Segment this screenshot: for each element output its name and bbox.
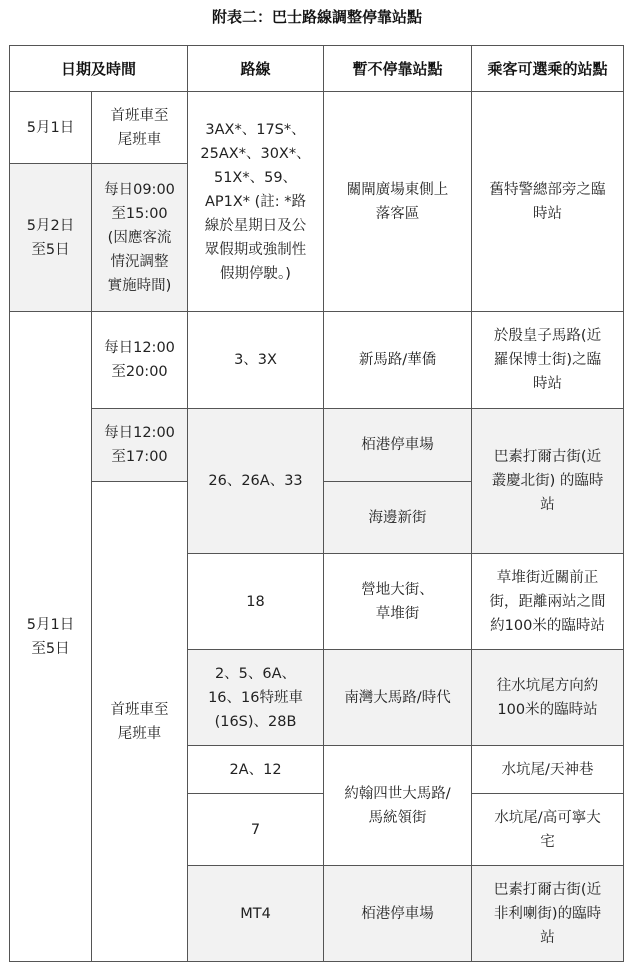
time-cell: 首班車至 尾班車 (92, 92, 188, 164)
time-cell: 首班車至 尾班車 (92, 482, 188, 962)
alternative-stop-cell: 於殷皇子馬路(近 羅保博士街)之臨 時站 (472, 312, 624, 409)
header-suspended-stops: 暫不停靠站點 (324, 46, 472, 92)
alternative-stop-cell: 草堆街近關前正 街，距離兩站之間 約100米的臨時站 (472, 554, 624, 650)
date-cell: 5月2日 至5日 (10, 164, 92, 312)
header-routes: 路線 (188, 46, 324, 92)
alternative-stop-cell: 巴素打爾古街(近 非利喇街)的臨時 站 (472, 866, 624, 962)
table-row (10, 409, 624, 482)
suspended-stop-cell: 栢港停車場 (324, 866, 472, 962)
header-row (10, 46, 624, 92)
routes-cell: 2、5、6A、 16、16特班車 (16S)、28B (188, 650, 324, 746)
header-date-time: 日期及時間 (10, 46, 188, 92)
suspended-stop-cell: 營地大街、 草堆街 (324, 554, 472, 650)
alternative-stop-cell: 巴素打爾古街(近 叢慶北街) 的臨時 站 (472, 409, 624, 554)
route-adjustment-table (9, 45, 624, 962)
suspended-stop-cell: 約翰四世大馬路/ 馬統領街 (324, 746, 472, 866)
date-cell: 5月1日 至5日 (10, 312, 92, 962)
alternative-stop-cell: 往水坑尾方向約 100米的臨時站 (472, 650, 624, 746)
alternative-stop-cell: 舊特警總部旁之臨 時站 (472, 92, 624, 312)
table-title: 附表二：巴士路線調整停靠站點 (211, 8, 422, 26)
time-cell: 每日12:00 至17:00 (92, 409, 188, 482)
alternative-stop-cell: 水坑尾/高可寧大 宅 (472, 794, 624, 866)
header-alternative-stops: 乘客可選乘的站點 (472, 46, 624, 92)
routes-cell: 2A、12 (188, 746, 324, 794)
date-cell: 5月1日 (10, 92, 92, 164)
routes-cell: 3AX*、17S*、 25AX*、30X*、 51X*、59、 AP1X* (註: *路 線於星期日及公 眾假期或強制性 假期停駛。) (188, 92, 324, 312)
routes-cell: MT4 (188, 866, 324, 962)
table-row (10, 92, 624, 164)
alternative-stop-cell: 水坑尾/天神巷 (472, 746, 624, 794)
suspended-stop-cell: 關閘廣場東側上 落客區 (324, 92, 472, 312)
routes-cell: 7 (188, 794, 324, 866)
suspended-stop-cell: 新馬路/華僑 (324, 312, 472, 409)
suspended-stop-cell: 南灣大馬路/時代 (324, 650, 472, 746)
table-row (10, 312, 624, 409)
suspended-stop-cell: 栢港停車場 (324, 409, 472, 482)
routes-cell: 18 (188, 554, 324, 650)
routes-cell: 3、3X (188, 312, 324, 409)
suspended-stop-cell: 海邊新街 (324, 482, 472, 554)
routes-cell: 26、26A、33 (188, 409, 324, 554)
time-cell: 每日12:00 至20:00 (92, 312, 188, 409)
time-cell: 每日09:00 至15:00 (因應客流 情況調整 實施時間) (92, 164, 188, 312)
